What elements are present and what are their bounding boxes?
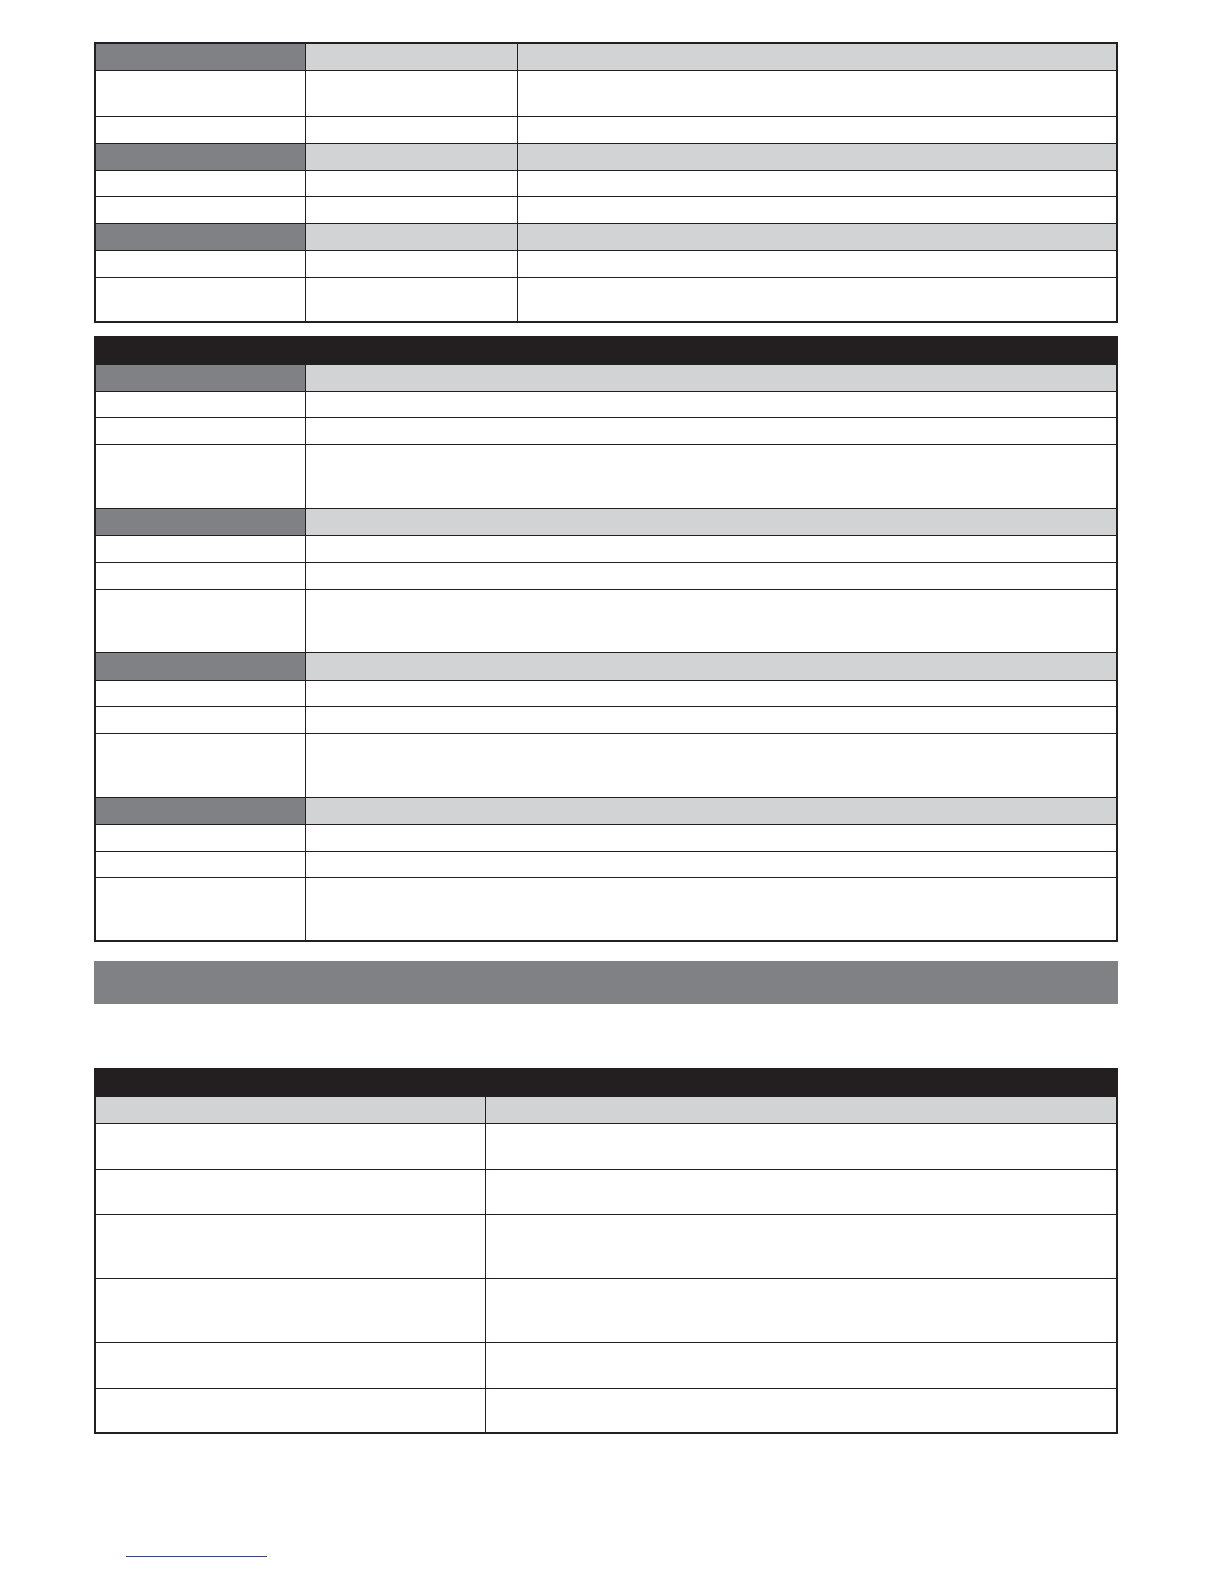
row-label [96, 734, 306, 797]
section-header-col3 [518, 44, 1116, 70]
table-row [96, 278, 1116, 321]
troubleshooting-table [94, 1068, 1118, 1434]
table-row [96, 681, 1116, 707]
row-label [96, 418, 306, 444]
table-row [96, 71, 1116, 117]
row-solution [486, 1279, 1116, 1342]
spec-section-header [96, 365, 1116, 392]
table-row [96, 1389, 1116, 1432]
table-row [96, 1170, 1116, 1215]
row-label [96, 392, 306, 417]
row-problem [96, 1279, 486, 1342]
row-problem [96, 1343, 486, 1388]
row-value [306, 878, 1116, 940]
row-label [96, 197, 306, 223]
section-header-label [96, 365, 306, 391]
row-problem [96, 1389, 486, 1432]
table-row [96, 1343, 1116, 1389]
table-row [96, 852, 1116, 878]
section-header-col2 [306, 224, 518, 250]
row-value [306, 734, 1116, 797]
row-label [96, 71, 306, 116]
footer-link-underline [126, 1556, 267, 1557]
column-header-solution [486, 1097, 1116, 1123]
spec-section-header [96, 798, 1116, 825]
section-header-label [96, 44, 306, 70]
table-row [96, 1215, 1116, 1279]
table-row [96, 878, 1116, 940]
row-label [96, 278, 306, 321]
row-description [518, 278, 1116, 321]
row-value [306, 707, 1116, 733]
section-header-col3 [518, 224, 1116, 250]
table-row [96, 171, 1116, 197]
table-row [96, 590, 1116, 653]
table-row [96, 734, 1116, 798]
row-solution [486, 1215, 1116, 1278]
table-row [96, 117, 1116, 144]
spec-section-header [96, 44, 1116, 71]
row-label [96, 445, 306, 508]
table-row [96, 563, 1116, 590]
row-label [96, 681, 306, 706]
section-header-value [306, 365, 1116, 391]
table-row [96, 1279, 1116, 1343]
column-header-row [96, 1097, 1116, 1124]
spec-section-header [96, 224, 1116, 251]
row-label [96, 852, 306, 877]
row-value [306, 117, 518, 143]
row-description [518, 71, 1116, 116]
row-label [96, 117, 306, 143]
column-header-problem [96, 1097, 486, 1123]
row-value [306, 563, 1116, 589]
spec-section-header [96, 144, 1116, 171]
row-value [306, 71, 518, 116]
row-solution [486, 1343, 1116, 1388]
row-description [518, 251, 1116, 277]
section-heading-bar [94, 961, 1118, 1004]
table-row [96, 445, 1116, 509]
section-header-label [96, 144, 306, 170]
table-row [96, 536, 1116, 563]
row-value [306, 590, 1116, 652]
section-header-label [96, 509, 306, 535]
spec-table-top [94, 42, 1118, 323]
table-row [96, 418, 1116, 445]
row-value [306, 418, 1116, 444]
section-header-label [96, 224, 306, 250]
row-problem [96, 1170, 486, 1214]
row-problem [96, 1124, 486, 1169]
table-row [96, 707, 1116, 734]
table-title [96, 1070, 1116, 1096]
row-value [306, 392, 1116, 417]
section-header-col3 [518, 144, 1116, 170]
row-value [306, 197, 518, 223]
row-value [306, 171, 518, 196]
table-row [96, 825, 1116, 852]
row-value [306, 278, 518, 321]
section-header-col2 [306, 44, 518, 70]
section-header-label [96, 798, 306, 824]
row-label [96, 825, 306, 851]
row-value [306, 445, 1116, 508]
table-row [96, 251, 1116, 278]
table-title-band [96, 338, 1116, 365]
row-label [96, 590, 306, 652]
section-header-col2 [306, 144, 518, 170]
table-row [96, 197, 1116, 224]
row-problem [96, 1215, 486, 1278]
spec-section-header [96, 653, 1116, 681]
section-header-value [306, 509, 1116, 535]
row-label [96, 171, 306, 196]
row-solution [486, 1124, 1116, 1169]
table-title [96, 338, 1116, 364]
row-label [96, 878, 306, 940]
row-value [306, 852, 1116, 877]
row-description [518, 117, 1116, 143]
table-row [96, 392, 1116, 418]
spec-table-middle [94, 336, 1118, 942]
row-value [306, 681, 1116, 706]
row-description [518, 171, 1116, 196]
table-title-band [96, 1070, 1116, 1097]
row-value [306, 536, 1116, 562]
section-header-value [306, 798, 1116, 824]
section-header-label [96, 653, 306, 680]
row-label [96, 563, 306, 589]
row-solution [486, 1389, 1116, 1432]
row-value [306, 825, 1116, 851]
table-row [96, 1124, 1116, 1170]
row-label [96, 707, 306, 733]
row-label [96, 251, 306, 277]
row-label [96, 536, 306, 562]
row-solution [486, 1170, 1116, 1214]
section-header-value [306, 653, 1116, 680]
spec-section-header [96, 509, 1116, 536]
row-description [518, 197, 1116, 223]
row-value [306, 251, 518, 277]
